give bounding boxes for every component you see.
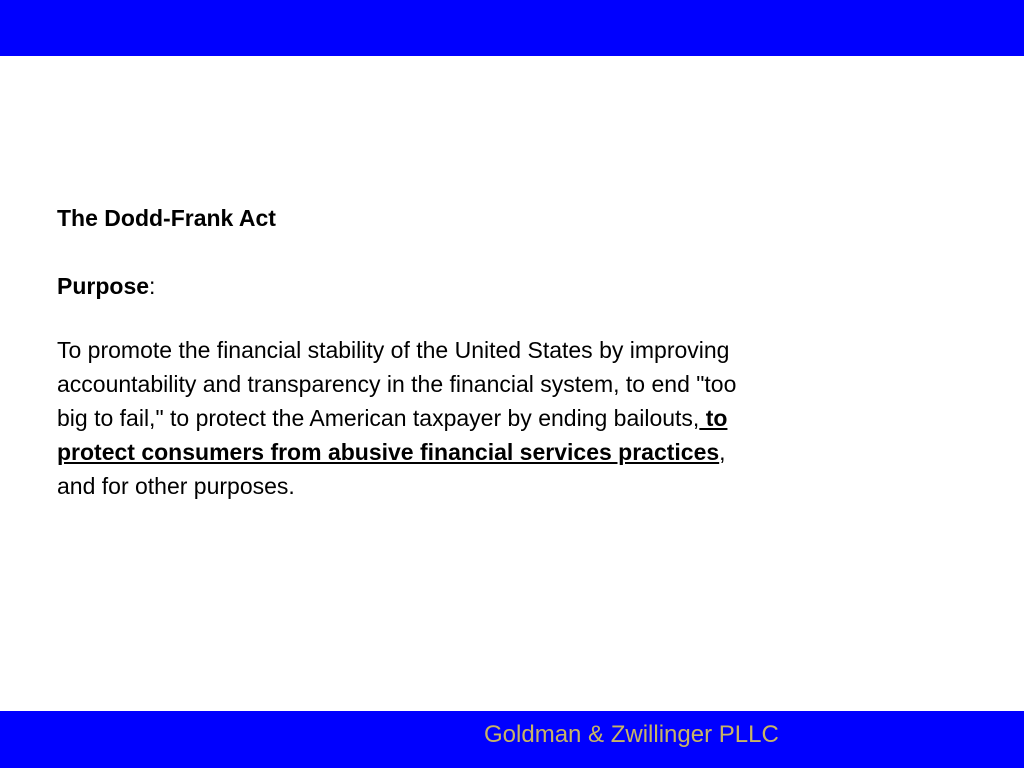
header-bar	[0, 0, 1024, 56]
body-text-emphasis: to protect consumers from abusive financial services practices	[57, 405, 728, 465]
purpose-body	[57, 333, 747, 503]
purpose-heading	[57, 269, 747, 303]
footer-firm-name: Goldman & Zwillinger PLLC	[484, 721, 779, 748]
slide-content	[57, 201, 747, 503]
purpose-label: Purpose	[57, 273, 150, 299]
body-text-part2: , and for other purposes.	[57, 439, 726, 499]
purpose-colon: :	[149, 273, 156, 299]
slide-title: The Dodd-Frank Act	[57, 205, 276, 231]
body-text-part1: To promote the financial stability of the United States by improving accountability and transparency in the financial system, to end "too big to fail," to protect the American taxpayer by ending bailouts,	[57, 337, 737, 431]
